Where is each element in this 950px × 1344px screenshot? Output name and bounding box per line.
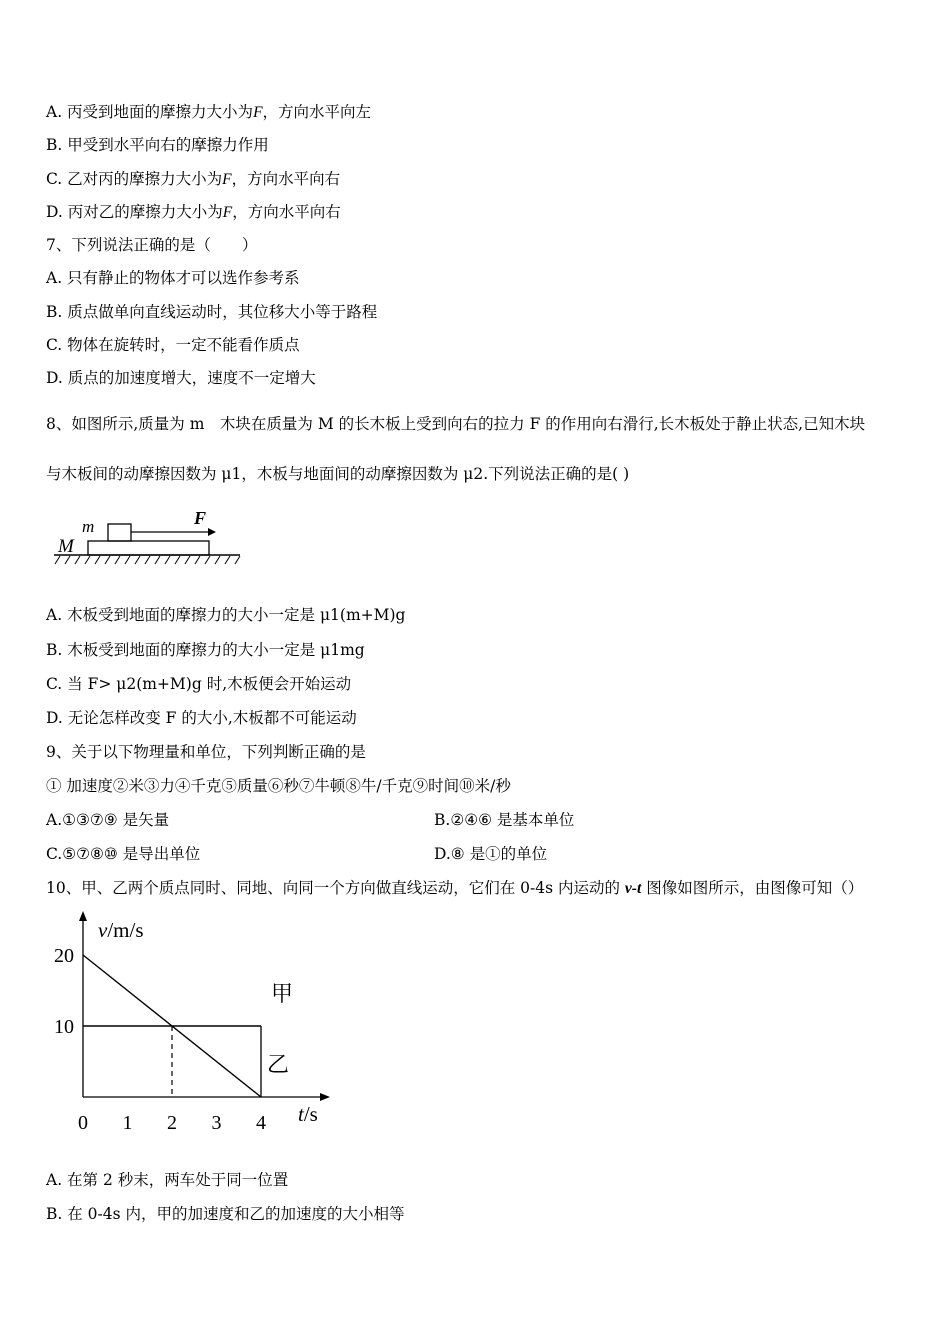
- q8-option-a: A. 木板受到地面的摩擦力的大小一定是 μ1(m+M)g: [46, 606, 406, 624]
- var-f: F: [222, 171, 232, 188]
- q6-option-c: [46, 169, 340, 190]
- q9-option-a: A.①③⑦⑨ 是矢量: [46, 811, 170, 829]
- block-m: [108, 524, 131, 541]
- q6-option-b: B. 甲受到水平向右的摩擦力作用: [46, 136, 269, 154]
- q9-option-d: D.⑧ 是①的单位: [434, 845, 548, 863]
- q6-option-a-text: A. 丙受到地面的摩擦力大小为: [46, 103, 254, 121]
- y-axis-label: v/m/s: [98, 918, 144, 942]
- label-F: F: [194, 508, 207, 528]
- q9-items: ① 加速度②米③力④千克⑤质量⑥秒⑦牛顿⑧牛/千克⑨时间⑩米/秒: [46, 777, 511, 795]
- q6-option-c-text: C. 乙对丙的摩擦力大小为: [46, 170, 223, 188]
- q6-option-c-text-end: ，方向水平向右: [231, 170, 341, 188]
- x-axis-arrow: [320, 1093, 330, 1101]
- q8-option-b: B. 木板受到地面的摩擦力的大小一定是 μ1mg: [46, 641, 365, 659]
- q7-option-b: B. 质点做单向直线运动时，其位移大小等于路程: [46, 303, 378, 321]
- label-m: m: [82, 517, 95, 536]
- q8-stem-line2: 与木板间的动摩擦因数为 μ1，木板与地面间的动摩擦因数为 μ2.下列说法正确的是( ): [46, 465, 630, 483]
- q9-option-b: B.②④⑥ 是基本单位: [434, 811, 575, 829]
- x-tick-label: 3: [211, 1112, 222, 1134]
- q10-option-a: A. 在第 2 秒末，两车处于同一位置: [46, 1171, 289, 1189]
- x-tick-label: 1: [122, 1112, 133, 1134]
- q6-option-d: [46, 202, 341, 223]
- series-label-yi: 乙: [267, 1052, 290, 1078]
- x-tick-label: 4: [256, 1112, 266, 1134]
- label-M: M: [58, 536, 74, 557]
- x-tick-label: 2: [167, 1112, 177, 1134]
- q7-option-c: C. 物体在旋转时，一定不能看作质点: [46, 336, 300, 354]
- q7-option-a: A. 只有静止的物体才可以选作参考系: [46, 269, 300, 287]
- block-board-figure: [50, 505, 250, 575]
- q9-stem: 9、关于以下物理量和单位，下列判断正确的是: [46, 743, 366, 761]
- series-label-jia: 甲: [271, 981, 294, 1007]
- q6-option-d-text: D. 丙对乙的摩擦力大小为: [46, 203, 223, 221]
- q6-option-d-text-end: ，方向水平向右: [232, 203, 341, 221]
- var-f: F: [222, 204, 233, 221]
- q7-stem: 7、下列说法正确的是（ ）: [46, 236, 258, 254]
- var-f: F: [253, 104, 263, 121]
- force-arrow-head: [208, 528, 216, 536]
- q7-option-d: D. 质点的加速度增大，速度不一定增大: [46, 369, 316, 387]
- board-M: [88, 541, 209, 555]
- q6-option-a-text-end: ，方向水平向左: [262, 103, 372, 121]
- q10-stem-text: 10、甲、乙两个质点同时、同地、向同一个方向做直线运动，它们在 0-4s 内运动的: [46, 879, 625, 897]
- q10-stem-text-end: 图像如图所示，由图像可知（）: [641, 879, 864, 897]
- y-axis-arrow: [79, 911, 87, 921]
- q8-option-d: D. 无论怎样改变 F 的大小,木板都不可能运动: [46, 709, 357, 727]
- x-axis-label: t/s: [298, 1102, 318, 1126]
- y-tick-label: 20: [54, 945, 74, 967]
- q8-stem-line1: 8、如图所示,质量为 m 木块在质量为 M 的长木板上受到向右的拉力 F 的作用向右滑行,长木板处于静止状态,已知木块: [46, 415, 866, 433]
- q10-option-b: B. 在 0-4s 内，甲的加速度和乙的加速度的大小相等: [46, 1205, 405, 1223]
- vt-chart: [40, 905, 340, 1145]
- var-vt: v-t: [624, 880, 642, 897]
- q10-stem: [46, 878, 863, 899]
- y-tick-label: 10: [54, 1016, 74, 1038]
- q9-option-c: C.⑤⑦⑧⑩ 是导出单位: [46, 845, 201, 863]
- x-tick-label: 0: [78, 1112, 88, 1134]
- q6-option-a: [46, 102, 371, 123]
- q8-option-c: C. 当 F> μ2(m+M)g 时,木板便会开始运动: [46, 675, 352, 693]
- ground-hatching: [55, 556, 240, 564]
